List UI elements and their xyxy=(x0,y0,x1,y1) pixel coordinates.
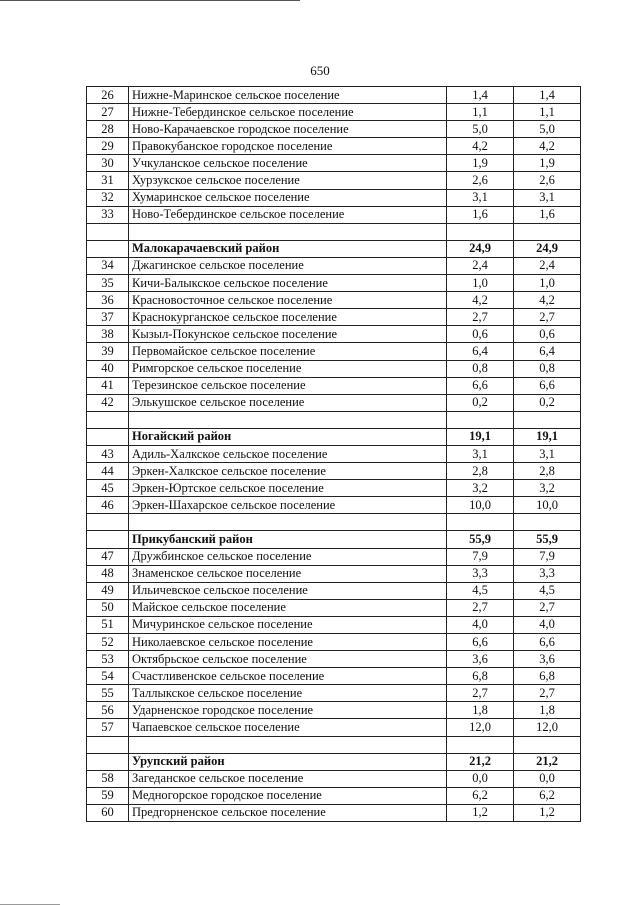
row-number: 46 xyxy=(87,497,129,514)
value-col-2: 1,9 xyxy=(514,155,581,172)
row-number: 41 xyxy=(87,377,129,394)
settlement-name: Правокубанское городское поселение xyxy=(129,138,447,155)
value-col-1: 1,9 xyxy=(447,155,514,172)
settlement-name: Ильичевское сельское поселение xyxy=(129,582,447,599)
value-col-1: 1,1 xyxy=(447,104,514,121)
value-col-2: 0,6 xyxy=(514,326,581,343)
table-row xyxy=(87,360,581,377)
value-col-1: 2,7 xyxy=(447,685,514,702)
value-col-1: 10,0 xyxy=(447,497,514,514)
table-row xyxy=(87,104,581,121)
value-col-2 xyxy=(514,514,581,531)
value-col-2 xyxy=(514,411,581,428)
value-col-2: 3,1 xyxy=(514,189,581,206)
settlement-name: Кызыл-Покунское сельское поселение xyxy=(129,326,447,343)
value-col-2: 0,0 xyxy=(514,770,581,787)
settlement-name: Нижне-Маринское сельское поселение xyxy=(129,87,447,104)
row-number: 33 xyxy=(87,206,129,223)
settlement-name: Чапаевское сельское поселение xyxy=(129,719,447,736)
top-rule xyxy=(0,0,300,1)
value-col-2: 55,9 xyxy=(514,531,581,548)
table-row xyxy=(87,770,581,787)
table-row xyxy=(87,719,581,736)
value-col-1: 3,2 xyxy=(447,480,514,497)
value-col-2: 1,6 xyxy=(514,206,581,223)
row-number: 42 xyxy=(87,394,129,411)
settlement-name: Джагинское сельское поселение xyxy=(129,257,447,274)
row-number xyxy=(87,411,129,428)
value-col-2: 3,1 xyxy=(514,445,581,462)
table-row xyxy=(87,651,581,668)
value-col-1 xyxy=(447,736,514,753)
row-number: 27 xyxy=(87,104,129,121)
settlement-name: Элькушское сельское поселение xyxy=(129,394,447,411)
row-number: 52 xyxy=(87,634,129,651)
settlement-name: Мичуринское сельское поселение xyxy=(129,616,447,633)
settlement-name: Прикубанский район xyxy=(129,531,447,548)
value-col-2: 3,6 xyxy=(514,651,581,668)
table-row xyxy=(87,463,581,480)
value-col-2 xyxy=(514,736,581,753)
row-number: 35 xyxy=(87,275,129,292)
value-col-1: 24,9 xyxy=(447,240,514,257)
table-row xyxy=(87,343,581,360)
value-col-2: 2,8 xyxy=(514,463,581,480)
table-row xyxy=(87,668,581,685)
settlement-name: Медногорское городское поселение xyxy=(129,787,447,804)
settlement-name: Краснокурганское сельское поселение xyxy=(129,309,447,326)
value-col-1: 2,4 xyxy=(447,257,514,274)
row-number xyxy=(87,736,129,753)
value-col-2: 1,2 xyxy=(514,804,581,821)
row-number: 50 xyxy=(87,599,129,616)
row-number xyxy=(87,223,129,240)
row-number: 40 xyxy=(87,360,129,377)
row-number xyxy=(87,240,129,257)
value-col-2: 6,2 xyxy=(514,787,581,804)
table-row xyxy=(87,634,581,651)
row-number: 47 xyxy=(87,548,129,565)
row-number: 28 xyxy=(87,121,129,138)
row-number: 36 xyxy=(87,292,129,309)
value-col-1 xyxy=(447,223,514,240)
settlement-name: Майское сельское поселение xyxy=(129,599,447,616)
table-row xyxy=(87,377,581,394)
row-number: 59 xyxy=(87,787,129,804)
district-row xyxy=(87,753,581,770)
value-col-2: 6,6 xyxy=(514,377,581,394)
value-col-1: 55,9 xyxy=(447,531,514,548)
value-col-2: 2,7 xyxy=(514,309,581,326)
value-col-1 xyxy=(447,411,514,428)
row-number xyxy=(87,428,129,445)
row-number: 44 xyxy=(87,463,129,480)
value-col-2: 4,0 xyxy=(514,616,581,633)
table-row xyxy=(87,445,581,462)
settlement-name: Эркен-Халкское сельское поселение xyxy=(129,463,447,480)
value-col-1: 4,0 xyxy=(447,616,514,633)
value-col-2: 2,7 xyxy=(514,599,581,616)
settlement-name: Нижне-Тебердинское сельское поселение xyxy=(129,104,447,121)
settlement-name: Счастливенское сельское поселение xyxy=(129,668,447,685)
row-number: 56 xyxy=(87,702,129,719)
page-number: 650 xyxy=(310,63,330,78)
table-row xyxy=(87,787,581,804)
table-row xyxy=(87,582,581,599)
district-row xyxy=(87,531,581,548)
table-row xyxy=(87,599,581,616)
value-col-1: 6,8 xyxy=(447,668,514,685)
value-col-1: 6,6 xyxy=(447,634,514,651)
value-col-2: 1,1 xyxy=(514,104,581,121)
row-number: 34 xyxy=(87,257,129,274)
table-body xyxy=(87,87,581,822)
settlement-name xyxy=(129,736,447,753)
value-col-1: 3,6 xyxy=(447,651,514,668)
value-col-2 xyxy=(514,223,581,240)
row-number: 49 xyxy=(87,582,129,599)
row-number: 60 xyxy=(87,804,129,821)
settlement-name: Ногайский район xyxy=(129,428,447,445)
settlement-name: Эркен-Юртское сельское поселение xyxy=(129,480,447,497)
spacer-row xyxy=(87,223,581,240)
value-col-2: 12,0 xyxy=(514,719,581,736)
row-number: 31 xyxy=(87,172,129,189)
value-col-1: 7,9 xyxy=(447,548,514,565)
settlement-name: Римгорское сельское поселение xyxy=(129,360,447,377)
table-row xyxy=(87,685,581,702)
row-number: 37 xyxy=(87,309,129,326)
value-col-2: 5,0 xyxy=(514,121,581,138)
settlement-name: Терезинское сельское поселение xyxy=(129,377,447,394)
row-number: 54 xyxy=(87,668,129,685)
value-col-2: 4,5 xyxy=(514,582,581,599)
settlement-name: Ново-Тебердинское сельское поселение xyxy=(129,206,447,223)
table-row xyxy=(87,275,581,292)
row-number: 51 xyxy=(87,616,129,633)
value-col-2: 3,3 xyxy=(514,565,581,582)
value-col-1: 2,7 xyxy=(447,309,514,326)
value-col-2: 24,9 xyxy=(514,240,581,257)
row-number: 55 xyxy=(87,685,129,702)
value-col-1: 3,3 xyxy=(447,565,514,582)
settlement-name: Урупский район xyxy=(129,753,447,770)
spacer-row xyxy=(87,736,581,753)
value-col-1: 4,2 xyxy=(447,292,514,309)
district-row xyxy=(87,240,581,257)
row-number: 29 xyxy=(87,138,129,155)
table-row xyxy=(87,702,581,719)
value-col-1: 6,6 xyxy=(447,377,514,394)
value-col-1: 21,2 xyxy=(447,753,514,770)
value-col-1: 0,6 xyxy=(447,326,514,343)
value-col-2: 1,4 xyxy=(514,87,581,104)
settlement-name: Октябрьское сельское поселение xyxy=(129,651,447,668)
settlement-name xyxy=(129,223,447,240)
table-row xyxy=(87,616,581,633)
value-col-2: 7,9 xyxy=(514,548,581,565)
row-number xyxy=(87,514,129,531)
settlement-name: Учкуланское сельское поселение xyxy=(129,155,447,172)
row-number: 30 xyxy=(87,155,129,172)
settlement-name: Дружбинское сельское поселение xyxy=(129,548,447,565)
row-number: 43 xyxy=(87,445,129,462)
table-row xyxy=(87,292,581,309)
value-col-1: 2,6 xyxy=(447,172,514,189)
settlement-name: Хумаринское сельское поселение xyxy=(129,189,447,206)
value-col-2: 3,2 xyxy=(514,480,581,497)
table-row xyxy=(87,497,581,514)
value-col-2: 2,7 xyxy=(514,685,581,702)
settlement-name: Адиль-Халкское сельское поселение xyxy=(129,445,447,462)
settlement-name: Кичи-Балыкское сельское поселение xyxy=(129,275,447,292)
value-col-2: 6,4 xyxy=(514,343,581,360)
value-col-2: 4,2 xyxy=(514,138,581,155)
settlements-table xyxy=(86,86,581,822)
row-number: 32 xyxy=(87,189,129,206)
table-row xyxy=(87,121,581,138)
value-col-1: 0,2 xyxy=(447,394,514,411)
settlement-name: Ударненское городское поселение xyxy=(129,702,447,719)
value-col-1: 1,4 xyxy=(447,87,514,104)
value-col-1: 6,4 xyxy=(447,343,514,360)
value-col-2: 6,6 xyxy=(514,634,581,651)
row-number: 39 xyxy=(87,343,129,360)
value-col-1: 3,1 xyxy=(447,189,514,206)
table-row xyxy=(87,87,581,104)
value-col-1: 1,2 xyxy=(447,804,514,821)
value-col-1: 19,1 xyxy=(447,428,514,445)
row-number: 53 xyxy=(87,651,129,668)
spacer-row xyxy=(87,514,581,531)
row-number: 57 xyxy=(87,719,129,736)
row-number: 38 xyxy=(87,326,129,343)
table-row xyxy=(87,480,581,497)
value-col-1: 5,0 xyxy=(447,121,514,138)
table-row xyxy=(87,326,581,343)
value-col-2: 0,8 xyxy=(514,360,581,377)
settlement-name: Таллыкское сельское поселение xyxy=(129,685,447,702)
value-col-2: 1,8 xyxy=(514,702,581,719)
table-row xyxy=(87,394,581,411)
value-col-2: 21,2 xyxy=(514,753,581,770)
value-col-2: 0,2 xyxy=(514,394,581,411)
settlement-name: Предгорненское сельское поселение xyxy=(129,804,447,821)
table-row xyxy=(87,565,581,582)
settlement-name: Знаменское сельское поселение xyxy=(129,565,447,582)
settlement-name: Первомайское сельское поселение xyxy=(129,343,447,360)
table-row xyxy=(87,548,581,565)
value-col-2: 2,6 xyxy=(514,172,581,189)
spacer-row xyxy=(87,411,581,428)
table-row xyxy=(87,257,581,274)
value-col-2: 4,2 xyxy=(514,292,581,309)
table-row xyxy=(87,189,581,206)
table-row xyxy=(87,138,581,155)
table-row xyxy=(87,155,581,172)
row-number: 26 xyxy=(87,87,129,104)
value-col-2: 19,1 xyxy=(514,428,581,445)
table-row xyxy=(87,309,581,326)
value-col-1: 6,2 xyxy=(447,787,514,804)
value-col-1: 2,8 xyxy=(447,463,514,480)
value-col-2: 2,4 xyxy=(514,257,581,274)
settlement-name: Красновосточное сельское поселение xyxy=(129,292,447,309)
row-number: 45 xyxy=(87,480,129,497)
table-row xyxy=(87,804,581,821)
value-col-1: 2,7 xyxy=(447,599,514,616)
settlement-name: Николаевское сельское поселение xyxy=(129,634,447,651)
settlement-name: Эркен-Шахарское сельское поселение xyxy=(129,497,447,514)
value-col-1: 4,2 xyxy=(447,138,514,155)
value-col-2: 1,0 xyxy=(514,275,581,292)
row-number xyxy=(87,753,129,770)
value-col-2: 6,8 xyxy=(514,668,581,685)
table-row xyxy=(87,172,581,189)
settlement-name: Ново-Карачаевское городское поселение xyxy=(129,121,447,138)
district-row xyxy=(87,428,581,445)
value-col-1: 3,1 xyxy=(447,445,514,462)
settlement-name xyxy=(129,514,447,531)
settlement-name: Загеданское сельское поселение xyxy=(129,770,447,787)
row-number xyxy=(87,531,129,548)
value-col-1: 1,0 xyxy=(447,275,514,292)
value-col-1: 1,6 xyxy=(447,206,514,223)
value-col-1 xyxy=(447,514,514,531)
value-col-1: 0,8 xyxy=(447,360,514,377)
row-number: 58 xyxy=(87,770,129,787)
settlement-name: Хурзукское сельское поселение xyxy=(129,172,447,189)
table-row xyxy=(87,206,581,223)
value-col-1: 12,0 xyxy=(447,719,514,736)
settlement-name: Малокарачаевский район xyxy=(129,240,447,257)
row-number: 48 xyxy=(87,565,129,582)
value-col-1: 0,0 xyxy=(447,770,514,787)
value-col-1: 4,5 xyxy=(447,582,514,599)
value-col-1: 1,8 xyxy=(447,702,514,719)
settlement-name xyxy=(129,411,447,428)
value-col-2: 10,0 xyxy=(514,497,581,514)
